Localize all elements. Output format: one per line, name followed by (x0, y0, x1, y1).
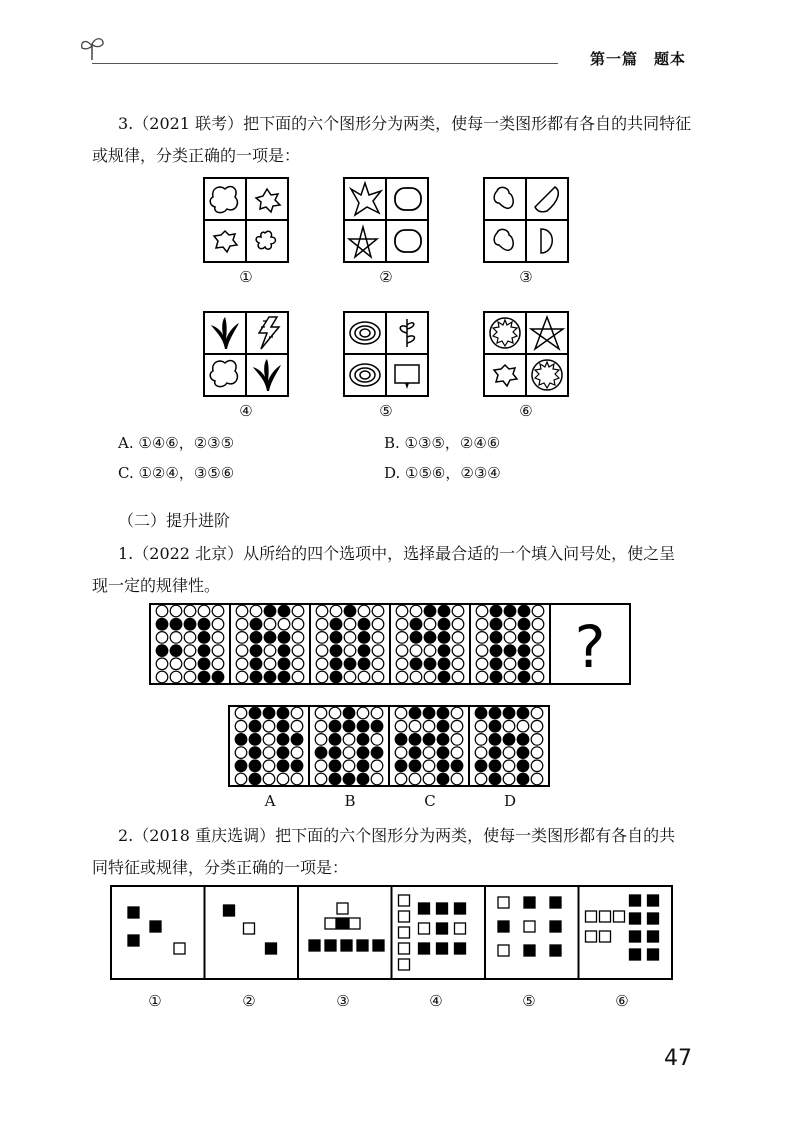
q3-figure-5 (343, 311, 429, 397)
white-square (337, 903, 348, 914)
q3-label-3: ③ (519, 268, 533, 286)
black-square (150, 921, 161, 932)
white-square (614, 911, 625, 922)
p2-text-line2: 同特征或规律，分类正确的一项是： (92, 858, 349, 877)
black-square (630, 949, 641, 960)
white-square (600, 931, 611, 942)
p2-text-line1: 2.（2018 重庆选调）把下面的六个图形分为两类，使每一类图形都有各自的共 (118, 826, 676, 845)
q3-figure-1 (203, 177, 289, 263)
black-square (648, 931, 659, 942)
p1-text-line2: 现一定的规律性。 (92, 576, 221, 595)
p1-sequence-panel-3 (310, 604, 390, 684)
black-square (648, 895, 659, 906)
white-square (399, 895, 410, 906)
p1-sequence-panel-2 (230, 604, 310, 684)
black-square (357, 940, 368, 951)
q3-label-2: ② (379, 268, 393, 286)
p1-answer-label-c[interactable]: C (424, 792, 436, 810)
p1-sequence-panel-4 (390, 604, 470, 684)
p1-answer-label-a[interactable]: A (264, 792, 276, 810)
page-number: 47 (664, 1046, 692, 1071)
p1-answer-panel-3 (389, 706, 469, 786)
white-square (455, 923, 466, 934)
p2-label-3: ③ (336, 992, 350, 1010)
black-square (630, 913, 641, 924)
black-square (437, 923, 448, 934)
q3-figure-3 (483, 177, 569, 263)
p2-label-2: ② (242, 992, 256, 1010)
white-square (174, 943, 185, 954)
white-square (399, 927, 410, 938)
black-square (648, 949, 659, 960)
black-square (455, 943, 466, 954)
p2-label-1: ① (148, 992, 162, 1010)
q3-figure-2 (343, 177, 429, 263)
black-square (373, 940, 384, 951)
black-square (550, 945, 561, 956)
p1-answer-panel-2 (309, 706, 389, 786)
p1-answer-label-d[interactable]: D (503, 792, 517, 810)
q3-option-c[interactable]: C. ①②④，③⑤⑥ (118, 464, 235, 482)
black-square (309, 940, 320, 951)
black-square (630, 931, 641, 942)
p2-panel-3 (298, 886, 392, 979)
black-square (437, 903, 448, 914)
q3-option-b[interactable]: B. ①③⑤，②④⑥ (384, 434, 501, 452)
q3-label-5: ⑤ (379, 402, 393, 420)
q3-text-line2: 或规律，分类正确的一项是： (92, 146, 301, 165)
black-square (630, 895, 641, 906)
header-section-title: 第一篇 题本 (590, 50, 687, 68)
p1-sequence-panel-5 (470, 604, 550, 684)
p1-answer-panel-4 (469, 706, 549, 786)
p2-label-6: ⑥ (615, 992, 629, 1010)
white-square (498, 897, 509, 908)
q3-text-line1: 3.（2021 联考）把下面的六个图形分为两类，使每一类图形都有各自的共同特征 (118, 114, 692, 133)
p1-sequence-panel-1 (150, 604, 230, 684)
black-square (524, 897, 535, 908)
q3-label-1: ① (239, 268, 253, 286)
question-mark: ? (574, 613, 606, 681)
p2-label-4: ④ (429, 992, 443, 1010)
section-title: （二）提升进阶 (118, 511, 231, 530)
black-square (325, 940, 336, 951)
white-square (498, 945, 509, 956)
p1-text-line1: 1.（2022 北京）从所给的四个选项中，选择最合适的一个填入问号处，使之呈 (118, 544, 676, 563)
q3-label-6: ⑥ (519, 402, 533, 420)
black-square (419, 903, 430, 914)
white-square (399, 911, 410, 922)
black-square (498, 921, 509, 932)
white-square (244, 923, 255, 934)
black-square (128, 907, 139, 918)
p1-sequence (150, 603, 630, 685)
black-square (419, 943, 430, 954)
white-square (325, 918, 336, 929)
q3-option-d[interactable]: D. ①⑤⑥，②③④ (384, 464, 501, 482)
white-square (600, 911, 611, 922)
black-square (224, 905, 235, 916)
black-square (128, 935, 139, 946)
white-square (419, 923, 430, 934)
q3-label-4: ④ (239, 402, 253, 420)
p1-answer-label-b[interactable]: B (344, 792, 356, 810)
black-square (550, 921, 561, 932)
black-square (437, 943, 448, 954)
white-square (524, 921, 535, 932)
p2-figures (110, 885, 672, 980)
p1-answer-panel-1 (229, 706, 309, 786)
black-square (455, 903, 466, 914)
black-square (266, 943, 277, 954)
q3-option-a[interactable]: A. ①④⑥，②③⑤ (118, 434, 235, 452)
q3-figure-6 (483, 311, 569, 397)
black-square (341, 940, 352, 951)
white-square (399, 943, 410, 954)
sprout-icon (78, 34, 106, 62)
p1-answer-options (229, 705, 549, 787)
black-square (524, 945, 535, 956)
white-square (349, 918, 360, 929)
black-square (337, 918, 348, 929)
white-square (586, 911, 597, 922)
q3-figure-4 (203, 311, 289, 397)
white-square (399, 959, 410, 970)
black-square (648, 913, 659, 924)
header-rule (92, 63, 558, 64)
white-square (586, 931, 597, 942)
p2-label-5: ⑤ (522, 992, 536, 1010)
black-square (550, 897, 561, 908)
